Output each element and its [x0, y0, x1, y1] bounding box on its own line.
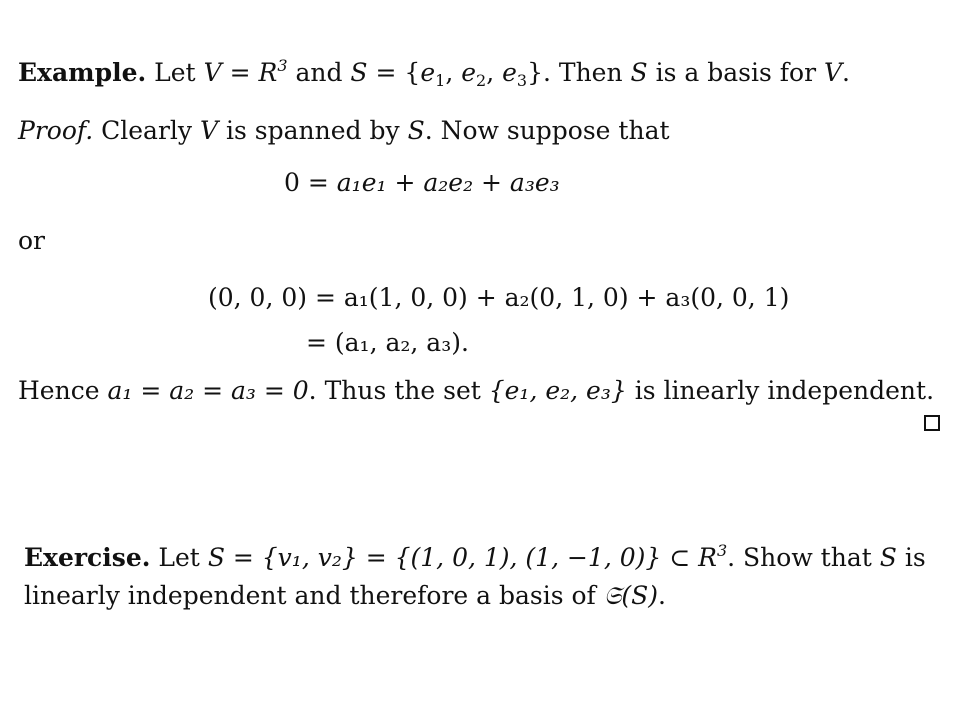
- exercise-span: 𝔖(S): [603, 581, 658, 610]
- hence-math: a₁ = a₂ = a₃ = 0: [107, 376, 309, 405]
- proof-text-suppose: . Now suppose that: [424, 116, 670, 145]
- example-text-let: Let: [154, 58, 196, 87]
- equation-2-line-1: (0, 0, 0) = a₁(1, 0, 0) + a₂(0, 1, 0) + a₃(0, 0, 1): [208, 283, 790, 312]
- qed-square-icon: [924, 415, 940, 431]
- proof-text-spanned: is spanned by: [226, 116, 400, 145]
- example-text-then: . Then: [543, 58, 623, 87]
- exercise-statement-line-2: [24, 583, 666, 608]
- exercise-math: S = {v₁, v₂} = {(1, 0, 1), (1, −1, 0)} ⊂ $R^3$: [207, 541, 728, 572]
- example-eq-sign: =: [229, 58, 251, 87]
- example-heading: Example.: [18, 58, 147, 87]
- hence-text-3: is linearly independent.: [634, 376, 935, 405]
- example-var-v: V: [203, 58, 222, 87]
- hence-statement: [18, 378, 934, 403]
- example-var-s: S: [350, 58, 368, 87]
- example-text-and: and: [295, 58, 343, 87]
- hence-set: {e₁, e₂, e₃}: [488, 376, 627, 405]
- proof-text-clearly: Clearly: [101, 116, 193, 145]
- example-period: .: [842, 58, 850, 87]
- hence-text-2: . Thus the set: [308, 376, 481, 405]
- example-var-r: $R^3$: [258, 56, 288, 87]
- exercise-period: .: [657, 581, 666, 610]
- exercise-var-s: S: [879, 543, 897, 572]
- exercise-text-show: . Show that: [727, 543, 872, 572]
- equation-1: [284, 170, 560, 195]
- example-var-s-2: S: [630, 58, 648, 87]
- exercise-text-is: is: [904, 543, 926, 572]
- proof-var-s: S: [407, 116, 425, 145]
- example-var-v-2: V: [823, 58, 843, 87]
- exercise-text-let: Let: [158, 543, 200, 572]
- exercise-line-2-text: linearly independent and therefore a basis of: [24, 581, 596, 610]
- equation-2-line-2: = (a₁, a₂, a₃).: [306, 328, 469, 357]
- proof-label: Proof.: [18, 116, 94, 145]
- exercise-heading: Exercise.: [24, 543, 151, 572]
- example-statement: [18, 56, 850, 90]
- equation-1-lhs: 0 =: [284, 168, 329, 197]
- or-text: or: [18, 226, 46, 255]
- example-set: = {$e_1$, $e_2$, $e_3$}: [375, 58, 543, 90]
- proof-var-v: V: [200, 116, 219, 145]
- proof-statement: [18, 118, 670, 143]
- hence-text-1: Hence: [18, 376, 100, 405]
- example-text-basis: is a basis for: [655, 58, 817, 87]
- equation-1-rhs: a₁e₁ + a₂e₂ + a₃e₃: [336, 168, 560, 197]
- exercise-statement-line-1: [24, 541, 926, 572]
